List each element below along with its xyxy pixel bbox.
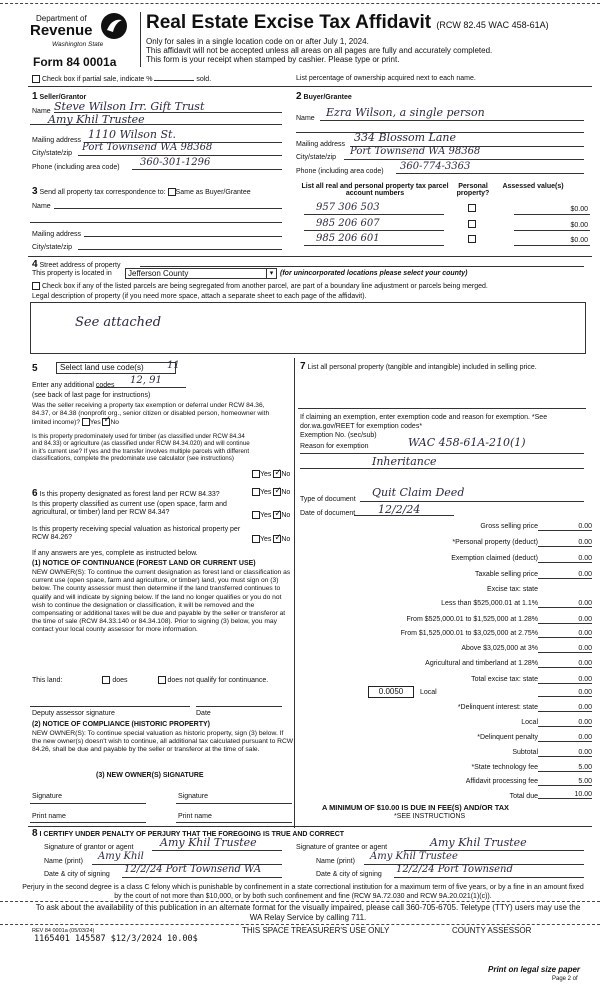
assessed-header: Assessed value(s) — [502, 183, 564, 190]
owner-signature-label-2: Signature — [178, 793, 208, 800]
additional-codes: 12, 91 — [130, 375, 162, 386]
page-number: Page 2 of — [552, 976, 578, 982]
tax-row-value[interactable]: 0.00 — [538, 660, 592, 668]
logo-dept: Department of — [36, 14, 87, 23]
local-label: Local — [420, 689, 437, 696]
grantee-name-label: Name (print) — [316, 858, 355, 865]
forest-yes-checkbox[interactable] — [252, 488, 260, 496]
owner-print-label-1: Print name — [32, 813, 66, 820]
parcel-number: 985 206 601 — [316, 233, 380, 244]
legal-description: See attached — [75, 315, 162, 330]
chevron-down-icon: ▾ — [266, 269, 276, 278]
tax-row-value[interactable]: 0.00 — [538, 523, 592, 531]
buyer-city-label: City/state/zip — [296, 154, 337, 161]
seller-phone-label: Phone (including area code) — [32, 164, 120, 171]
local-value[interactable]: 0.00 — [538, 689, 592, 697]
county-assessor: COUNTY ASSESSOR — [452, 926, 532, 935]
processing-fee-value[interactable]: 5.00 — [538, 778, 592, 786]
segregated-checkbox[interactable] — [32, 282, 40, 290]
tax-row-value[interactable]: 0.00 — [538, 616, 592, 624]
segregated-row: Check box if any of the listed parcels are being segregated from another parcel, are part of a boundary line adjustment or parcels being merged. — [32, 282, 488, 290]
parcel-number: 957 306 503 — [316, 202, 380, 213]
historic-yes-checkbox[interactable] — [252, 535, 260, 543]
buyer-city: Port Townsend WA 98368 — [350, 146, 481, 157]
buyer-mail: 334 Blossom Lane — [354, 131, 457, 144]
historic-answer: Yes ✓ No — [252, 535, 290, 543]
ownership-note: List percentage of ownership acquired next to each name. — [296, 75, 476, 82]
exemption-note: If claiming an exemption, enter exemption code and reason for exemption. *See dor.wa.gov/REET for exemption codes* — [300, 414, 548, 430]
tax-row-label: Total excise tax: state — [471, 676, 538, 683]
grantee-signature: Amy Khil Trustee — [430, 836, 527, 849]
dor-logo — [30, 12, 130, 52]
buyer-phone-label: Phone (including area code) — [296, 168, 384, 175]
cashier-stamp: 1165401 145587 $12/3/2024 10.00$ — [34, 934, 198, 944]
timber-answer: Yes ✓ No — [252, 470, 290, 478]
delinquent-penalty-label: *Delinquent penalty — [477, 734, 538, 741]
grantor-signature: Amy Khil Trustee — [160, 836, 257, 849]
forest-answer: Yes ✓ No — [252, 488, 290, 496]
legal-label: Legal description of property (if you need more space, attach a separate sheet to each page of the affidavit). — [32, 293, 367, 300]
forest-no-checkbox[interactable] — [273, 488, 281, 496]
current-use-yes-checkbox[interactable] — [252, 511, 260, 519]
seller-phone: 360-301-1296 — [140, 157, 211, 168]
notice-2-title: (2) NOTICE OF COMPLIANCE (HISTORIC PROPERTY) — [32, 721, 210, 728]
buyer-name: Ezra Wilson, a single person — [326, 106, 485, 119]
timber-yes-checkbox[interactable] — [252, 470, 260, 478]
doc-type: Quit Claim Deed — [372, 486, 465, 499]
total-due-label: Total due — [509, 793, 538, 800]
tax-row-value[interactable]: 0.00 — [538, 571, 592, 579]
grantee-signature-label: Signature of grantee or agent — [296, 844, 388, 851]
subtotal-label: Subtotal — [512, 749, 538, 756]
local-rate-box[interactable]: 0.0050 — [368, 686, 414, 698]
grantee-date-label: Date & city of signing — [316, 871, 382, 878]
personal-property-checkbox[interactable] — [468, 220, 476, 228]
seller-city: Port Townsend WA 98368 — [82, 142, 213, 153]
doc-type-label: Type of document — [300, 496, 356, 503]
tax-row-label: From $1,525,000.01 to $3,025,000 at 2.75% — [400, 630, 538, 637]
seller-heading: 1 Seller/Grantor — [32, 91, 87, 102]
form-number: Form 84 0001a — [33, 55, 117, 69]
corr-heading: 3 Send all property tax correspondence to: Same as Buyer/Grantee — [32, 186, 251, 197]
perjury-statement: Perjury in the second degree is a class C felony which is punishable by confinement in a state correctional institution for a maximum term of five years, or by a fine in an amount fixed by the court of not more than $10,000, or by both such confinement and fine (RCW 9A.72.030 and RCW 9A.20.021(1)(c)). — [22, 884, 584, 900]
header-line-1: Only for sales in a single location code on or after July 1, 2024. — [146, 37, 369, 46]
personal-property-checkbox[interactable] — [468, 235, 476, 243]
seller-name-2: Amy Khil Trustee — [48, 113, 145, 126]
historic-question: Is this property receiving special valuation as historical property per RCW 84.26? — [32, 526, 241, 541]
landuse-section-number: 5 — [32, 363, 38, 374]
seller-mail: 1110 Wilson St. — [88, 128, 176, 141]
parcel-row — [304, 202, 586, 216]
minimum-note: A MINIMUM OF $10.00 IS DUE IN FEE(S) AND/OR TAX — [322, 803, 509, 812]
grantor-date-city: 12/2/24 Port Townsend WA — [124, 864, 262, 875]
this-land-row: This land: does does not qualify for continuance. — [32, 676, 269, 684]
personal-property-checkbox[interactable] — [468, 204, 476, 212]
timber-no-checkbox[interactable] — [273, 470, 281, 478]
delinquent-penalty-value[interactable]: 0.00 — [538, 734, 592, 742]
logo-state: Washington State — [52, 41, 104, 48]
notice-3-title: (3) NEW OWNER(S) SIGNATURE — [96, 772, 204, 779]
seller-name-1: Steve Wilson Irr. Gift Trust — [54, 100, 205, 113]
owner-print-label-2: Print name — [178, 813, 212, 820]
current-use-question: Is this property classified as current use (open space, farm and agricultural, or timber) land per RCW 84.34? — [32, 501, 227, 516]
logo-agency: Revenue — [30, 22, 93, 39]
parcel-row — [304, 233, 586, 247]
tax-row-value[interactable]: 0.00 — [538, 600, 592, 608]
corr-city-label: City/state/zip — [32, 244, 73, 251]
historic-no-checkbox[interactable] — [273, 535, 281, 543]
grantor-name: Amy Khil — [98, 851, 144, 862]
parcels-header: List all real and personal property tax parcel account numbers — [301, 183, 449, 197]
same-as-buyer-checkbox[interactable] — [168, 188, 176, 196]
form-title: Real Estate Excise Tax Affidavit (RCW 82.45 WAC 458-61A) — [146, 12, 549, 33]
instructions-note: If any answers are yes, complete as instructed below. — [32, 550, 198, 557]
personal-property-label: 7 List all personal property (tangible and intangible) included in selling price. — [300, 361, 537, 372]
tax-row-value[interactable]: 0.00 — [538, 676, 592, 684]
deputy-date-label: Date — [196, 710, 211, 717]
grantor-name-label: Name (print) — [44, 858, 83, 865]
legal-description-box[interactable] — [30, 302, 586, 354]
assessed-value: $0.00 — [570, 206, 588, 213]
timber-question: Is this property predominately used for timber (as classified under RCW 84.34 and 84.33) or agriculture (as classified under RCW 84.34.020) and will continue in it's current use? If yes and the transfer involves multiple parcels with different classifications, complete the predominate use calculator (see instructions) — [32, 433, 250, 463]
local-2-label: Local — [521, 719, 538, 726]
subtotal-value[interactable]: 0.00 — [538, 749, 592, 757]
tax-row-label: *Personal property (deduct) — [452, 539, 538, 546]
deputy-signature-label: Deputy assessor signature — [32, 710, 115, 717]
exemption-number: WAC 458-61A-210(1) — [408, 436, 526, 449]
back-note: (see back of last page for instructions) — [32, 392, 151, 399]
partial-sale-checkbox[interactable] — [32, 75, 40, 83]
header-line-2: This affidavit will not be accepted unless all areas on all pages are fully and accurately completed. — [146, 46, 493, 55]
parcel-number: 985 206 607 — [316, 218, 380, 229]
tax-row-label: From $525,000.01 to $1,525,000 at 1.28% — [406, 616, 538, 623]
local-2-value[interactable]: 0.00 — [538, 719, 592, 727]
tax-row-label: Excise tax: state — [487, 586, 538, 593]
located-label: This property is located in — [32, 270, 112, 277]
exemption-question: Was the seller receiving a property tax exemption or deferral under RCW 84.36, 84.37, or 84.38 (nonprofit org., senior citizen or disabled person, homeowner with limited income)? Yes ✓ No — [32, 402, 284, 427]
grantor-signature-label: Signature of grantor or agent — [44, 844, 134, 851]
seller-city-label: City/state/zip — [32, 150, 73, 157]
delinquent-interest-label: *Delinquent interest: state — [457, 704, 538, 711]
additional-codes-label: Enter any additional codes — [32, 382, 115, 389]
seller-mail-label: Mailing address — [32, 137, 82, 144]
tax-row-label: Less than $525,000.01 at 1.1% — [441, 600, 538, 607]
treasurer-use: THIS SPACE TREASURER'S USE ONLY — [242, 926, 390, 935]
current-use-no-checkbox[interactable] — [273, 511, 281, 519]
accessibility-note: To ask about the availability of this publication in an alternate format for the visually impaired, please call 360-705-6705. Teletype (TTY) users may use the WA Relay Service by calling 711. — [35, 903, 581, 922]
exemption-no-checkbox[interactable] — [102, 418, 110, 426]
print-legal-note: Print on legal size paper — [488, 965, 581, 974]
notice-2-body: NEW OWNER(S): To continue special valuation as historic property, sign (3) below. If the new owner(s) doesn't wish to continue, all additional tax calculated pursuant to RCW 84.26, shall be due and payable by the seller or transferor at the time of sale. — [32, 730, 294, 754]
personal-property-header: Personal property? — [456, 183, 490, 197]
parcel-row — [304, 218, 586, 232]
landuse-select[interactable]: Select land use code(s) 11 — [56, 362, 176, 374]
tax-row-value[interactable]: 0.00 — [538, 645, 592, 653]
total-due-value[interactable]: 10.00 — [538, 791, 592, 799]
forest-question: 6 Is this property designated as forest land per RCW 84.33? — [32, 488, 220, 499]
header-line-3: This form is your receipt when stamped by cashier. Please type or print. — [146, 55, 400, 64]
see-instructions: *SEE INSTRUCTIONS — [394, 813, 466, 820]
tax-row-label: Gross selling price — [480, 523, 538, 530]
tax-row-label: Exemption claimed (deduct) — [451, 555, 538, 562]
reason-label: Reason for exemption — [300, 443, 369, 450]
tax-row-value[interactable]: 0.00 — [538, 539, 592, 547]
assessed-value: $0.00 — [570, 222, 588, 229]
tech-fee-value[interactable]: 5.00 — [538, 764, 592, 772]
tax-row-label: Above $3,025,000 at 3% — [461, 645, 538, 652]
corr-name-label: Name — [32, 203, 51, 210]
certify-statement: 8 I CERTIFY UNDER PENALTY OF PERJURY THAT THE FOREGOING IS TRUE AND CORRECT — [32, 828, 345, 839]
grantee-date-city: 12/2/24 Port Townsend — [396, 864, 513, 875]
county-note: (for unincorporated locations please select your county) — [280, 270, 468, 277]
partial-sale-row: Check box if partial sale, indicate % sold. — [32, 75, 211, 83]
owner-signature-label-1: Signature — [32, 793, 62, 800]
tax-row-value[interactable]: 0.00 — [538, 630, 592, 638]
delinquent-interest-value[interactable]: 0.00 — [538, 704, 592, 712]
notice-1-body: NEW OWNER(S): To continue the current designation as forest land or classification as current use (open space, farm and agriculture, or timber) land, you must sign on (3) below. The county assessor must then determine if the land transferred continues to qualify and will indicate by signing below. If the land no longer qualifies or you do not wish to continue the designation or classification, it will be removed and the compensating or additional taxes will be due and payable by the seller or transferor at the time of sale (RCW 84.33.140 or 84.34.108). Prior to signing (3) below, you may contact your local county assessor for more information. — [32, 569, 291, 634]
county-select[interactable]: Jefferson County ▾ — [125, 268, 277, 279]
buyer-phone: 360-774-3363 — [400, 161, 471, 172]
tax-row-label: Taxable selling price — [474, 571, 538, 578]
tax-row-value[interactable]: 0.00 — [538, 555, 592, 563]
buyer-mail-label: Mailing address — [296, 141, 346, 148]
doc-date-label: Date of document — [300, 510, 356, 517]
tech-fee-label: *State technology fee — [471, 764, 538, 771]
exemption-yes-checkbox[interactable] — [82, 418, 90, 426]
doc-date: 12/2/24 — [378, 503, 421, 516]
grantor-date-label: Date & city of signing — [44, 871, 110, 878]
processing-fee-label: Affidavit processing fee — [465, 778, 538, 785]
grantee-name: Amy Khil Trustee — [370, 851, 458, 862]
tax-row-label: Agricultural and timberland at 1.28% — [425, 660, 538, 667]
corr-mail-label: Mailing address — [32, 231, 82, 238]
assessed-value: $0.00 — [570, 237, 588, 244]
current-use-answer: Yes ✓ No — [252, 511, 290, 519]
notice-1-title: (1) NOTICE OF CONTINUANCE (FOREST LAND OR CURRENT USE) — [32, 560, 256, 567]
buyer-name-label: Name — [296, 115, 315, 122]
exemption-reason: Inheritance — [372, 455, 437, 468]
landuse-code: 11 — [167, 360, 180, 371]
buyer-heading: 2 Buyer/Grantee — [296, 91, 352, 102]
street-label: 4 Street address of property — [32, 259, 121, 270]
exemption-number-label: Exemption No. (sec/sub) — [300, 432, 377, 439]
rev-number: REV 84 0001a (05/03/24) — [32, 928, 95, 934]
does-checkbox[interactable] — [102, 676, 110, 684]
washington-logo-icon — [100, 12, 128, 40]
seller-name-label: Name — [32, 108, 51, 115]
does-not-checkbox[interactable] — [158, 676, 166, 684]
